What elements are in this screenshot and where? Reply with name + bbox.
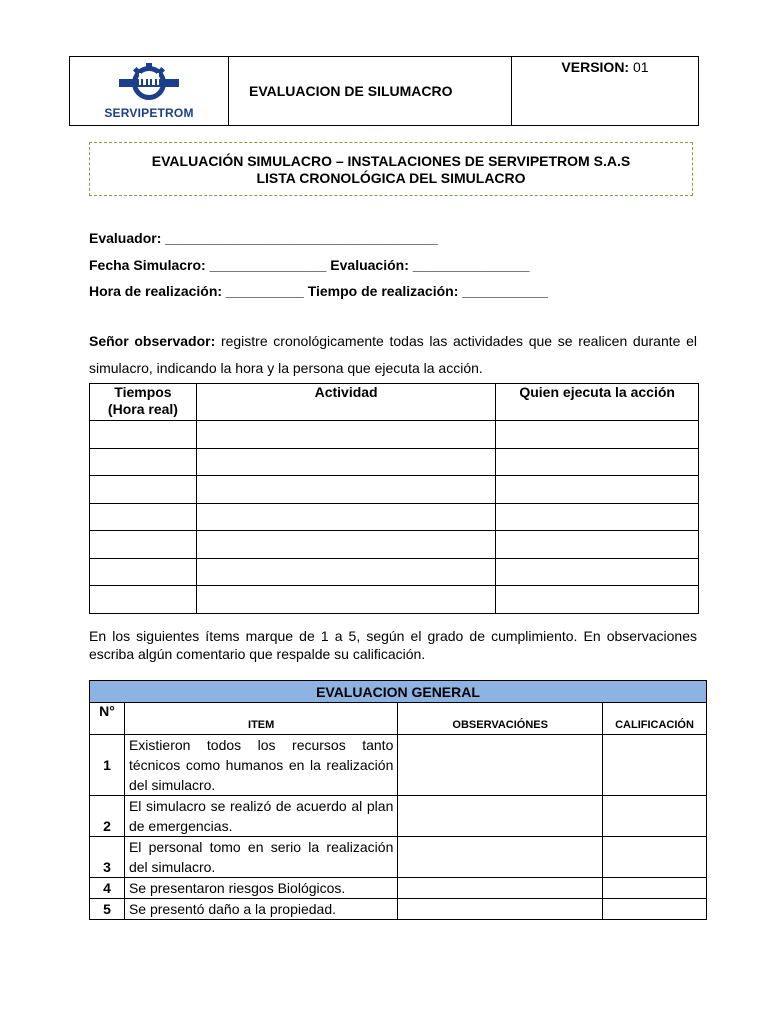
evaluation-row (90, 796, 707, 837)
rating-instructions: En los siguientes ítems marque de 1 a 5, según el grado de cumplimiento. En observaciones escriba algún comentario que respalde su calificación. (89, 628, 697, 662)
time-cell[interactable] (90, 421, 197, 449)
observations-cell[interactable] (398, 796, 603, 837)
executor-cell[interactable] (496, 558, 699, 586)
activity-cell[interactable] (196, 448, 495, 476)
time-cell[interactable] (90, 448, 197, 476)
observations-cell[interactable] (398, 837, 603, 878)
executor-cell[interactable] (496, 531, 699, 559)
company-logo (70, 57, 229, 126)
hora-realizacion-field[interactable]: Hora de realización: __________ (89, 283, 304, 299)
document-title: EVALUACION DE SILUMACRO (229, 57, 512, 126)
item-text: Se presentaron riesgos Biológicos. (124, 878, 397, 899)
version-cell (512, 57, 699, 126)
title-banner (89, 142, 693, 196)
observations-cell[interactable] (398, 899, 603, 920)
rating-cell[interactable] (603, 899, 707, 920)
evaluation-row (90, 735, 707, 796)
time-cell[interactable] (90, 531, 197, 559)
banner-line-1: EVALUACIÓN SIMULACRO – INSTALACIONES DE SERVIPETROM S.A.S (151, 153, 631, 169)
col-observaciones: OBSERVACIÓNES (398, 703, 603, 735)
executor-cell[interactable] (496, 586, 699, 614)
chronology-row (90, 503, 699, 531)
chronology-table (89, 383, 699, 614)
chronology-row (90, 476, 699, 504)
fecha-evaluacion-line (89, 252, 548, 279)
form-fields (89, 225, 548, 305)
activity-cell[interactable] (196, 503, 495, 531)
activity-cell[interactable] (196, 421, 495, 449)
rating-cell[interactable] (603, 735, 707, 796)
activity-cell[interactable] (196, 586, 495, 614)
evaluador-field[interactable]: Evaluador: ___________________________________ (89, 230, 438, 246)
col-tiempos (90, 384, 197, 421)
item-text: Se presentó daño a la propiedad. (124, 899, 397, 920)
activity-cell[interactable] (196, 558, 495, 586)
executor-cell[interactable] (496, 476, 699, 504)
col-actividad: Actividad (196, 384, 495, 421)
item-text: El personal tomo en serio la realización del simulacro. (124, 837, 397, 878)
activity-cell[interactable] (196, 476, 495, 504)
chronology-row (90, 531, 699, 559)
item-number: 4 (90, 878, 125, 899)
item-text: El simulacro se realizó de acuerdo al plan de emergencias. (124, 796, 397, 837)
gear-logo-icon (89, 63, 209, 103)
observations-cell[interactable] (398, 878, 603, 899)
item-number: 3 (90, 837, 125, 878)
logo-text: SERVIPETROM (104, 105, 194, 120)
evaluation-body (90, 735, 707, 920)
rating-cell[interactable] (603, 796, 707, 837)
executor-cell[interactable] (496, 448, 699, 476)
evaluation-header-row (90, 703, 707, 735)
time-cell[interactable] (90, 503, 197, 531)
time-cell[interactable] (90, 586, 197, 614)
col-tiempos-line2: (Hora real) (107, 401, 178, 417)
col-tiempos-line1: Tiempos (114, 384, 172, 400)
evaluation-row (90, 878, 707, 899)
evaluation-general-title: EVALUACION GENERAL (90, 681, 707, 703)
executor-cell[interactable] (496, 421, 699, 449)
evaluacion-field[interactable]: Evaluación: _______________ (330, 256, 530, 273)
chronology-header-row (90, 384, 699, 421)
col-numero: N° (90, 703, 125, 735)
observer-label: Señor observador: (89, 333, 216, 349)
rating-cell[interactable] (603, 837, 707, 878)
evaluation-table (89, 680, 707, 920)
rating-cell[interactable] (603, 878, 707, 899)
observer-text: registre cronológicamente todas las actividades que se realicen durante el simulacro, indicando la hora y la persona que ejecuta la acción. (89, 333, 697, 376)
evaluation-row (90, 837, 707, 878)
chronology-row (90, 586, 699, 614)
hora-tiempo-line (89, 278, 548, 305)
item-number: 5 (90, 899, 125, 920)
col-calificacion: CALIFICACIÓN (603, 703, 707, 735)
col-quien-ejecuta: Quien ejecuta la acción (496, 384, 699, 421)
time-cell[interactable] (90, 476, 197, 504)
item-number: 2 (90, 796, 125, 837)
chronology-body (90, 421, 699, 614)
evaluation-row (90, 899, 707, 920)
banner-line-2: LISTA CRONOLÓGICA DEL SIMULACRO (256, 170, 526, 186)
document-header (69, 56, 699, 126)
chronology-row (90, 448, 699, 476)
chronology-row (90, 558, 699, 586)
fecha-simulacro-field[interactable]: Fecha Simulacro: _______________ (89, 256, 327, 273)
activity-cell[interactable] (196, 531, 495, 559)
time-cell[interactable] (90, 558, 197, 586)
version-label: VERSION: (561, 59, 630, 75)
chronology-row (90, 421, 699, 449)
item-number: 1 (90, 735, 125, 796)
item-text: Existieron todos los recursos tanto técnicos como humanos en la realización del simulacro. (124, 735, 397, 796)
col-item: ITEM (124, 703, 397, 735)
observations-cell[interactable] (398, 735, 603, 796)
tiempo-realizacion-field[interactable]: Tiempo de realización: ___________ (307, 283, 548, 299)
version-value: 01 (633, 59, 649, 75)
observer-instructions (89, 328, 697, 381)
executor-cell[interactable] (496, 503, 699, 531)
